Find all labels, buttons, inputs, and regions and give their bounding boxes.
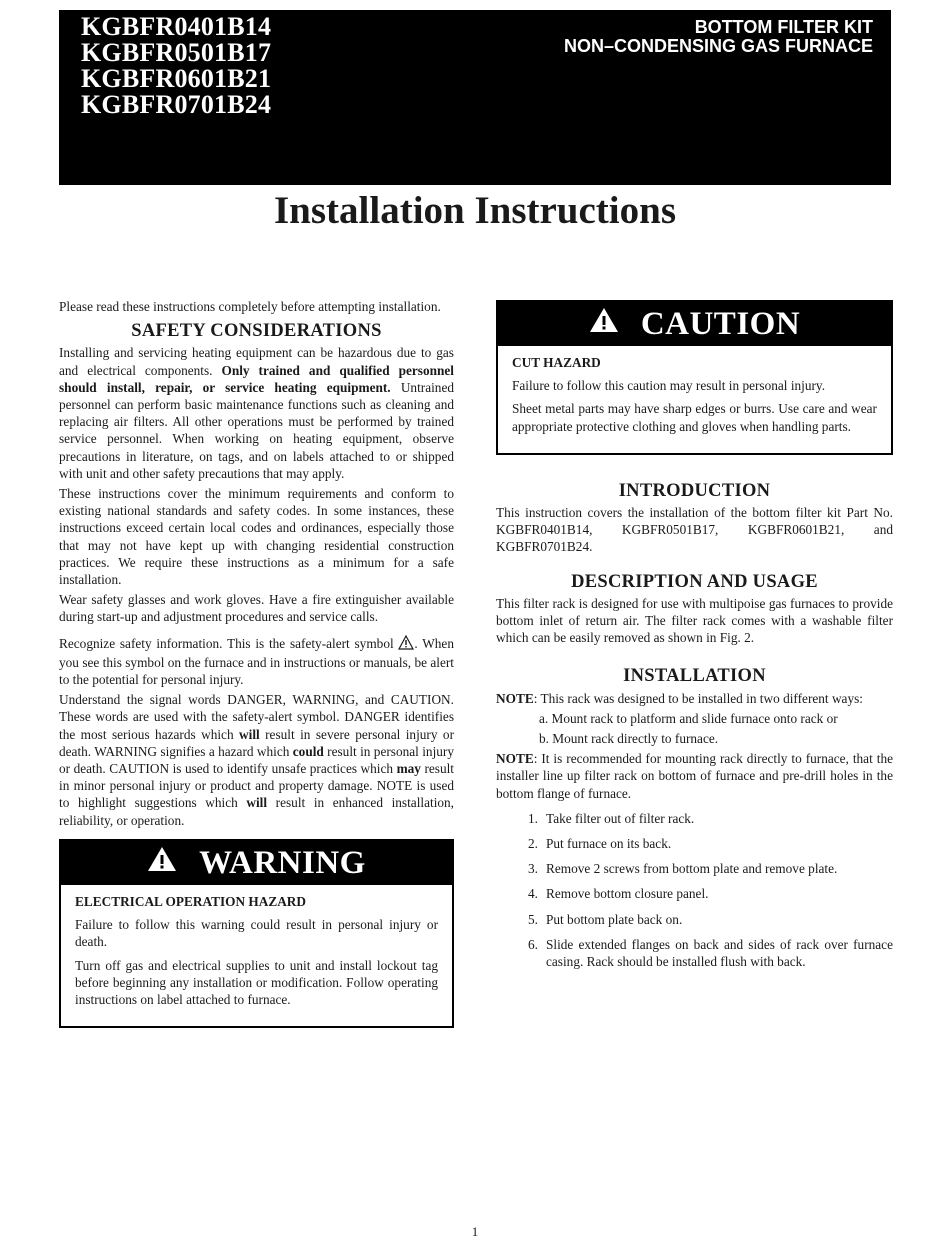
mounting-options-list (496, 710, 893, 747)
note-label: NOTE (496, 751, 534, 767)
left-column (59, 298, 454, 1028)
step-number: 3. (528, 861, 538, 877)
step-item (496, 835, 893, 852)
text-run: result in severe personal injury or death. WARNING signifies a hazard which (59, 726, 454, 759)
bold-text-run: Only trained and qualified personnel should install, repair, or service heating equipment. (59, 362, 454, 395)
kit-title: BOTTOM FILTER KIT (694, 17, 873, 37)
description-heading: DESCRIPTION AND USAGE (571, 571, 818, 592)
step-number: 1. (528, 810, 538, 826)
text-run: : This rack was designed to be installed in two different ways: (533, 690, 863, 706)
caution-body (498, 346, 891, 453)
step-item (496, 936, 893, 970)
introduction-heading: INTRODUCTION (618, 480, 771, 501)
intro-paragraph: Please read these instructions completely before attempting installation. (59, 299, 441, 314)
warning-hazard-title: ELECTRICAL OPERATION HAZARD (75, 893, 307, 909)
text-run: result in enhanced installation, reliability, or operation. (59, 795, 455, 828)
safety-paragraph: Wear safety glasses and work gloves. Have a fire extinguisher available during start-up and adjustment procedures and service calls. (59, 592, 454, 625)
model-number: KGBFR0601B21 (81, 64, 272, 93)
caution-text: Failure to follow this caution may result in personal injury. (512, 378, 826, 394)
step-text: Put bottom plate back on. (546, 911, 683, 927)
bold-text-run: could (292, 743, 324, 759)
bold-text-run: may (396, 761, 421, 777)
note-paragraph (496, 750, 893, 802)
warning-body (61, 885, 452, 1026)
step-item (496, 860, 893, 877)
step-text: Put furnace on its back. (546, 836, 672, 852)
safety-paragraph (59, 691, 454, 829)
step-number: 5. (528, 911, 538, 927)
step-text: Take filter out of filter rack. (546, 810, 695, 826)
list-item: a. Mount rack to platform and slide furnace onto rack or (539, 710, 838, 726)
step-number: 4. (528, 886, 538, 902)
caution-hazard-title: CUT HAZARD (512, 355, 601, 370)
step-text: Remove 2 screws from bottom plate and remove plate. (546, 861, 838, 877)
note-paragraph (496, 690, 893, 707)
warning-header (61, 841, 452, 885)
text-run: . When you see this symbol on the furnace and in instructions or manuals, be alert to the potential for personal injury. (59, 635, 454, 688)
list-item: b. Mount rack directly to furnace. (539, 731, 719, 747)
step-number: 2. (528, 836, 538, 852)
model-number: KGBFR0401B14 (81, 12, 272, 41)
safety-heading: SAFETY CONSIDERATIONS (131, 321, 382, 342)
text-run: result in minor personal injury or product and property damage. NOTE is used to highlight suggestions which (59, 761, 454, 811)
note-label: NOTE (496, 690, 534, 706)
caution-triangle-icon (589, 301, 619, 345)
introduction-text: This instruction covers the installation of the bottom filter kit Part No. KGBFR0401B14, KGBFR0501B17, KGBFR0601B21, and KGBFR0701B24. (496, 505, 893, 555)
warning-text: Turn off gas and electrical supplies to unit and install lockout tag before beginning any installation or modification. Follow operating instructions on label attached to furnace. (75, 957, 438, 1007)
text-run: Installing and servicing heating equipment can be hazardous due to gas and electrical components. (59, 345, 454, 378)
safety-alert-icon (398, 635, 414, 654)
caution-header (498, 302, 891, 346)
warning-box (59, 839, 454, 1028)
bold-text-run: will (239, 726, 260, 742)
right-column (496, 298, 893, 978)
safety-paragraph (59, 635, 454, 689)
caution-text: Sheet metal parts may have sharp edges or burrs. Use care and wear appropriate protective clothing and gloves when handling parts. (512, 401, 877, 434)
step-text: Slide extended flanges on back and sides of rack over furnace casing. Rack should be installed flush with back. (546, 936, 893, 970)
installation-heading: INSTALLATION (623, 666, 766, 687)
description-text: This filter rack is designed for use with multipoise gas furnaces to provide bottom inlet of return air. The filter rack comes with a washable filter which can be easily removed as shown in Fig. 2. (496, 595, 893, 646)
kit-subtitle: NON–CONDENSING GAS FURNACE (563, 36, 873, 56)
safety-paragraph: These instructions cover the minimum requirements and conform to existing national standards and safety codes. In some instances, these instructions exceed certain local codes and ordinances, especially those that may not have kept up with changing residential construction practices. We require these instructions as a minimum for a safe installation. (59, 486, 454, 588)
bold-text-run: will (246, 795, 268, 811)
text-run: : It is recommended for mounting rack directly to furnace, that the installer line up filter rack on bottom of furnace and pre-drill holes in the bottom flange of furnace. (496, 751, 893, 801)
model-number: KGBFR0701B24 (81, 90, 272, 119)
page-number: 1 (471, 1224, 479, 1239)
warning-triangle-icon (147, 840, 177, 884)
step-text: Remove bottom closure panel. (546, 886, 709, 902)
caution-box (496, 300, 893, 455)
text-run: result in personal injury or death. CAUTION is used to identify unsafe practices which (59, 743, 454, 777)
step-number: 6. (528, 936, 538, 952)
model-number: KGBFR0501B17 (81, 38, 272, 67)
step-item (496, 911, 893, 928)
header-band (59, 10, 891, 185)
text-run: Recognize safety information. This is the safety-alert symbol (59, 635, 399, 651)
page-title: Installation Instructions (274, 189, 676, 232)
text-run: Untrained personnel can perform basic maintenance functions such as cleaning and replacing air filters. All other operations must be performed by trained service personnel. When working on heating equipment, observe precautions in literature, on tags, and on labels attached to or shipped with unit and other safety precautions that may apply. (59, 379, 454, 481)
caution-label: CAUTION (640, 306, 801, 342)
step-item (496, 810, 893, 827)
kit-titles (564, 18, 873, 56)
installation-steps (496, 810, 893, 970)
step-item (496, 885, 893, 902)
text-run: Understand the signal words DANGER, WARNING, and CAUTION. These words are used with the safety-alert symbol. DANGER identifies the most serious hazards which (59, 692, 454, 742)
safety-paragraph (59, 344, 454, 482)
model-number-list (81, 14, 271, 118)
warning-label: WARNING (199, 844, 366, 881)
warning-text: Failure to follow this warning could result in personal injury or death. (75, 917, 438, 950)
